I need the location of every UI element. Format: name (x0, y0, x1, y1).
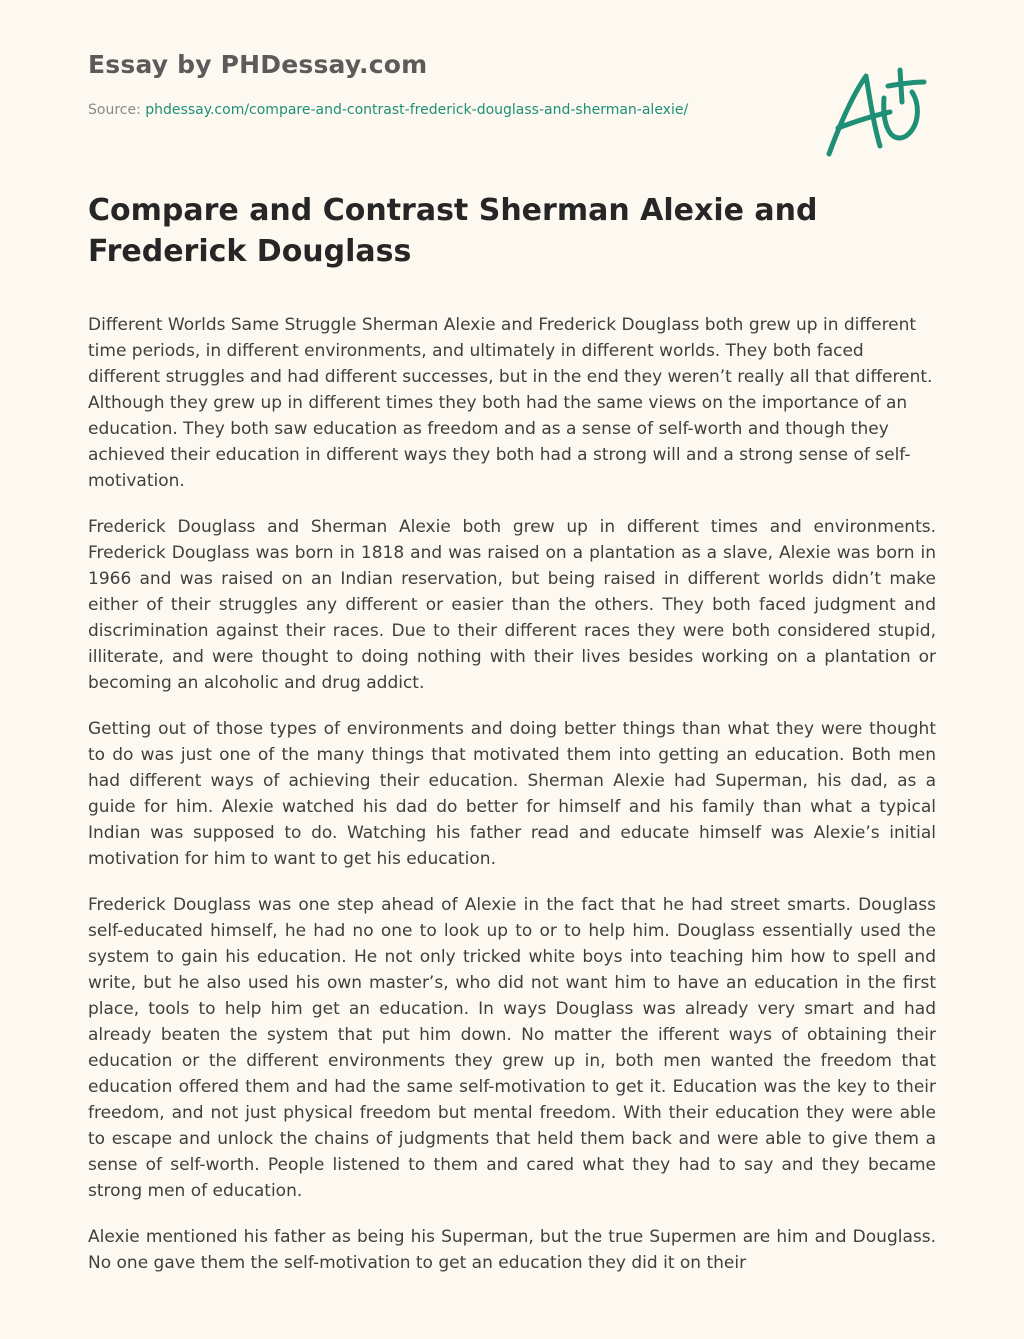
essay-paragraph-5: Alexie mentioned his father as being his Superman, but the true Supermen are him and Douglass. No one gave them the self-motivation to get an education they did it on their (88, 1227, 936, 1273)
essay-body (88, 312, 936, 1288)
essay-paragraph-2: Frederick Douglass and Sherman Alexie both grew up in different times and environments. Frederick Douglass was born in 1818 and was raised on a plantation as a slave, Alexie was born in 1966 and was raised on an Indian reservation, but being raised in different worlds didn’t make either of their struggles any different or easier than the others. They both faced judgment and discrimination against their races. Due to their different races they were both considered stupid, illiterate, and were thought to doing nothing with their lives besides working on a plantation or becoming an alcoholic and drug addict. (88, 517, 936, 693)
site-brand: Essay by PHDessay.com (88, 50, 428, 79)
source-label: Source: (88, 102, 146, 118)
source-link[interactable]: phdessay.com/compare-and-contrast-frederick-douglass-and-sherman-alexie/ (145, 102, 689, 118)
source-line (88, 102, 688, 118)
essay-title: Compare and Contrast Sherman Alexie and Frederick Douglass (88, 193, 818, 269)
essay-paragraph-3: Getting out of those types of environments and doing better things than what they were thought to do was just one of the many things that motivated them into getting an education. Both men had different ways of achieving their education. Sherman Alexie had Superman, his dad, as a guide for him. Alexie watched his dad do better for himself and his family than what a typical Indian was supposed to do. Watching his father read and educate himself was Alexie’s initial motivation for him to want to get his education. (88, 719, 936, 869)
essay-paragraph-4: Frederick Douglass was one step ahead of Alexie in the fact that he had street smarts. Douglass self-educated himself, he had no one to look up to or to help him. Douglass essentially used the system to gain his education. He not only tricked white boys into teaching him how to spell and write, but he also used his own master’s, who did not want him to have an education in the first place, tools to help him get an education. In ways Douglass was already very smart and had already beaten the system that put him down. No matter the ifferent ways of obtaining their education or the different environments they grew up in, both men wanted the freedom that education offered them and had the same self-motivation to get it. Education was the key to their freedom, and not just physical freedom but mental freedom. With their education they were able to escape and unlock the chains of judgments that held them back and were able to give them a sense of self-worth. People listened to them and cared what they had to say and they became strong men of education. (88, 895, 936, 1201)
essay-paragraph-1: Different Worlds Same Struggle Sherman Alexie and Frederick Douglass both grew up in different time periods, in different environments, and ultimately in different worlds. They both faced different struggles and had different successes, but in the end they weren’t really all that different. Although they grew up in different times they both had the same views on the importance of an education. They both saw education as freedom and as a sense of self-worth and though they achieved their education in different ways they both had a strong will and a strong sense of self-motivation. (88, 315, 933, 491)
a-plus-logo-icon (820, 64, 930, 164)
